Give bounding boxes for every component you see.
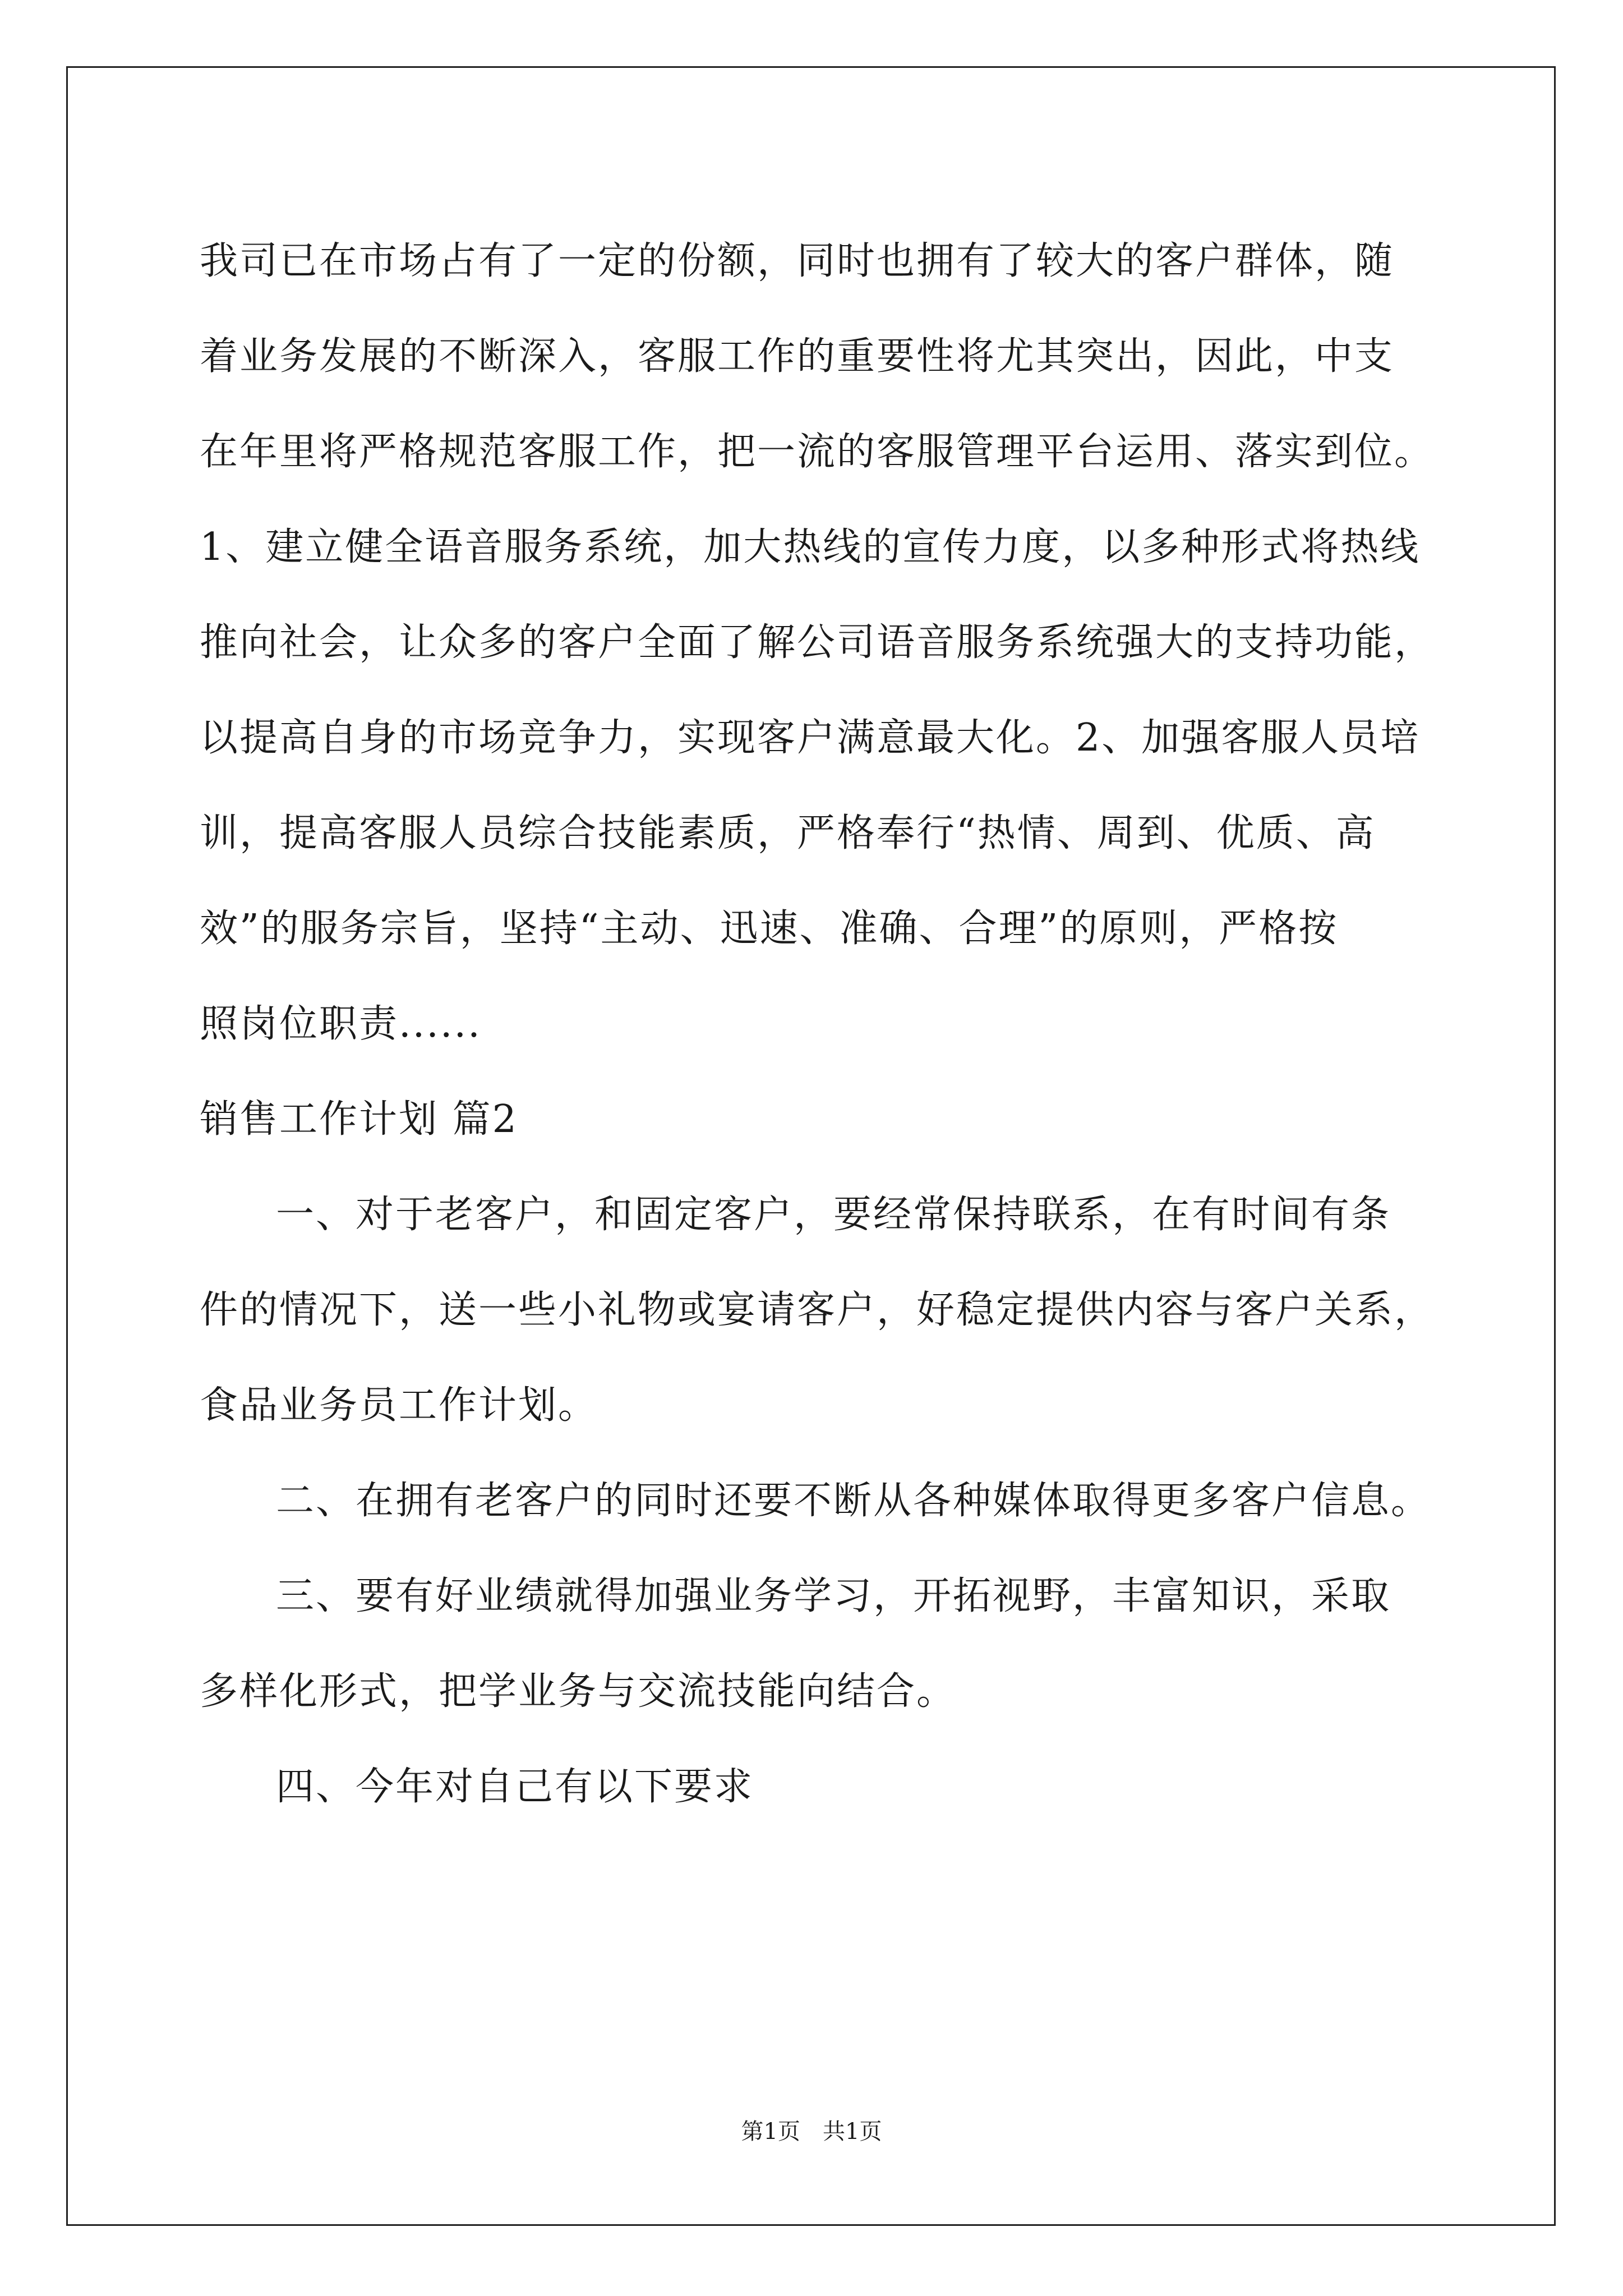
paragraph-item-3 (200, 1559, 1433, 1729)
text-line: 多样化形式，把学业务与交流技能向结合。 (200, 1669, 957, 1714)
paragraph-customer-service (200, 224, 1433, 1061)
text-line: 训，提高客服人员综合技能素质，严格奉行“热情、周到、优质、高 (200, 811, 1376, 855)
paragraph-item-2 (200, 1464, 1433, 1538)
section-heading (200, 1083, 1433, 1157)
text-line: 效”的服务宗旨，坚持“主动、迅速、准确、合理”的原则，严格按 (200, 907, 1339, 951)
text-line: 着业务发展的不断深入，客服工作的重要性将尤其突出，因此，中支 (200, 334, 1395, 379)
text-line: 件的情况下，送一些小礼物或宴请客户，好稳定提供内容与客户关系， (200, 1288, 1435, 1332)
document-body (200, 224, 1433, 1824)
text-line: 在年里将严格规范客服工作，把一流的客服管理平台运用、落实到位。 (200, 430, 1435, 474)
text-line: 我司已在市场占有了一定的份额，同时也拥有了较大的客户群体，随 (200, 239, 1395, 283)
section-title: 销售工作计划 篇2 (200, 1097, 518, 1142)
page-number-footer: 第1页 共1页 (741, 2119, 882, 2145)
text-line: 1、建立健全语音服务系统，加大热线的宣传力度，以多种形式将热线 (200, 525, 1421, 569)
paragraph-item-1 (200, 1178, 1433, 1443)
text-line: 以提高自身的市场竞争力，实现客户满意最大化。2、加强客服人员培 (200, 716, 1421, 760)
text-line: 四、今年对自己有以下要求 (276, 1765, 754, 1809)
text-line: 照岗位职责...... (200, 1002, 482, 1046)
text-line: 三、要有好业绩就得加强业务学习，开拓视野，丰富知识，采取 (276, 1574, 1391, 1618)
text-line: 一、对于老客户，和固定客户，要经常保持联系，在有时间有条 (276, 1193, 1391, 1237)
paragraph-item-4 (200, 1750, 1433, 1824)
text-line: 食品业务员工作计划。 (200, 1383, 598, 1428)
text-line: 推向社会，让众多的客户全面了解公司语音服务系统强大的支持功能， (200, 620, 1435, 665)
text-line: 二、在拥有老客户的同时还要不断从各种媒体取得更多客户信息。 (276, 1479, 1431, 1523)
